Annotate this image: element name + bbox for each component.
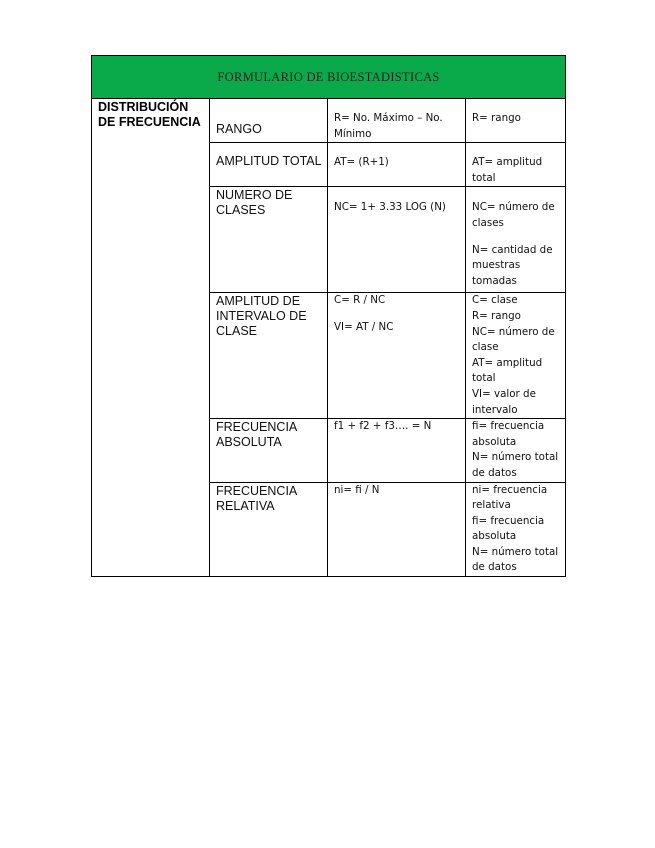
row-description: NC= número de clases bbox=[472, 201, 555, 229]
row-name: FRECUENCIA ABSOLUTA bbox=[216, 420, 297, 450]
row-description: R= rango bbox=[472, 112, 521, 124]
category-label: DISTRIBUCIÓN DE FRECUENCIA bbox=[92, 99, 210, 577]
row-description: N= cantidad de muestras tomadas bbox=[472, 243, 553, 287]
row-formula: R= No. Máximo – No. Mínimo bbox=[334, 112, 443, 140]
row-description: R= rango bbox=[472, 309, 521, 322]
table-title: FORMULARIO DE BIOESTADISTICAS bbox=[92, 56, 566, 99]
formula-table bbox=[91, 55, 566, 577]
row-description: AT= amplitud total bbox=[472, 156, 543, 184]
row-description: ni= frecuencia relativa bbox=[472, 483, 548, 512]
row-description: fi= frecuencia absoluta bbox=[472, 514, 545, 543]
row-formula: NC= 1+ 3.33 LOG (N) bbox=[334, 201, 446, 214]
row-formula: VI= AT / NC bbox=[334, 320, 394, 333]
row-description: NC= número de clase bbox=[472, 325, 555, 354]
row-name: AMPLITUD TOTAL bbox=[216, 154, 322, 169]
row-formula: C= R / NC bbox=[334, 294, 386, 307]
table-row bbox=[92, 99, 566, 143]
row-description: fi= frecuencia absoluta bbox=[472, 420, 545, 448]
row-formula: AT= (R+1) bbox=[334, 156, 389, 169]
row-formula: ni= fi / N bbox=[334, 483, 380, 496]
title-row bbox=[92, 56, 566, 99]
row-formula: f1 + f2 + f3…. = N bbox=[334, 420, 432, 433]
row-description: N= número total de datos bbox=[472, 545, 559, 574]
row-name: AMPLITUD DE INTERVALO DE CLASE bbox=[216, 294, 307, 339]
row-description: C= clase bbox=[472, 294, 518, 307]
row-description: VI= valor de intervalo bbox=[472, 387, 536, 416]
row-name: NUMERO DE CLASES bbox=[216, 188, 293, 218]
row-description: AT= amplitud total bbox=[472, 356, 543, 385]
row-name: FRECUENCIA RELATIVA bbox=[216, 483, 297, 513]
row-name: RANGO bbox=[216, 122, 262, 136]
row-description: N= número total de datos bbox=[472, 451, 559, 479]
